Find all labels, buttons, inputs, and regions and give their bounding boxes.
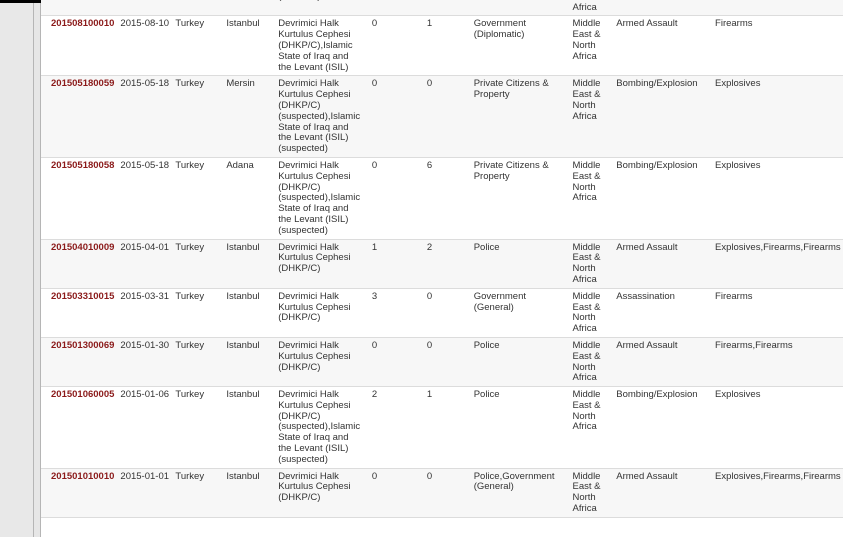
city-cell: Istanbul xyxy=(226,16,278,76)
region-cell: Middle East & North Africa xyxy=(572,239,616,288)
injuries-cell: 1 xyxy=(427,387,474,469)
country-cell: Turkey xyxy=(175,288,226,337)
incident-date-cell: 2015-01-30 xyxy=(120,337,175,386)
incident-id-link[interactable]: 201503310015 xyxy=(41,288,120,337)
fatalities-cell: 2 xyxy=(372,387,427,469)
incident-id-link[interactable]: 201505180059 xyxy=(41,76,120,158)
incident-id-link[interactable]: 201508100010 xyxy=(41,16,120,76)
weapon-type-cell: Explosives,Firearms,Firearms xyxy=(715,239,843,288)
region-cell: Middle East & North Africa xyxy=(572,387,616,469)
fatalities-cell: 0 xyxy=(372,157,427,239)
fatalities-cell: 3 xyxy=(372,288,427,337)
results-panel xyxy=(41,3,843,537)
incident-date-cell: 2015-01-06 xyxy=(120,387,175,469)
incident-date-cell: 2015-08-10 xyxy=(120,16,175,76)
injuries-cell xyxy=(427,0,474,16)
fatalities-cell: 1 xyxy=(372,239,427,288)
city-cell: Mersin xyxy=(226,76,278,158)
injuries-cell: 2 xyxy=(427,239,474,288)
region-cell: Middle East & North Africa xyxy=(572,16,616,76)
target-type-cell: Police xyxy=(474,337,573,386)
attack-type-cell: Armed Assault xyxy=(616,16,715,76)
weapon-type-cell: Explosives,Firearms,Firearms xyxy=(715,468,843,517)
incident-date-cell xyxy=(120,0,175,16)
city-cell: Istanbul xyxy=(226,337,278,386)
region-cell: Middle East & North Africa xyxy=(572,468,616,517)
country-cell: Turkey xyxy=(175,76,226,158)
results-table-body xyxy=(41,0,843,517)
perpetrator-group-cell: Devrimici Halk Kurtulus Cephesi (DHKP/C) (suspected),Islamic State of Iraq and the Levant (ISIL) (suspected) xyxy=(278,76,372,158)
fatalities-cell: 0 xyxy=(372,76,427,158)
country-cell: Turkey xyxy=(175,337,226,386)
injuries-cell: 0 xyxy=(427,337,474,386)
attack-type-cell: Armed Assault xyxy=(616,239,715,288)
city-cell: Istanbul xyxy=(226,468,278,517)
fatalities-cell: 0 xyxy=(372,16,427,76)
country-cell: Turkey xyxy=(175,239,226,288)
target-type-cell: Police xyxy=(474,387,573,469)
incident-date-cell: 2015-01-01 xyxy=(120,468,175,517)
left-sidebar xyxy=(0,3,34,537)
target-type-cell: Government (Diplomatic) xyxy=(474,16,573,76)
city-cell: Istanbul xyxy=(226,387,278,469)
city-cell: Adana xyxy=(226,157,278,239)
perpetrator-group-cell: Devrimici Halk Kurtulus Cephesi (DHKP/C) xyxy=(278,239,372,288)
injuries-cell: 0 xyxy=(427,76,474,158)
incident-date-cell: 2015-05-18 xyxy=(120,76,175,158)
perpetrator-group-cell: Devrimici Halk Kurtulus Cephesi (DHKP/C) xyxy=(278,468,372,517)
city-cell: Istanbul xyxy=(226,239,278,288)
incident-id-link xyxy=(41,0,120,16)
incident-date-cell: 2015-03-31 xyxy=(120,288,175,337)
attack-type-cell: Armed Assault xyxy=(616,337,715,386)
region-cell: Middle East & North Africa xyxy=(572,76,616,158)
table-row xyxy=(41,288,843,337)
target-type-cell: Police,Government (General) xyxy=(474,468,573,517)
fatalities-cell: 0 xyxy=(372,337,427,386)
incident-id-link[interactable]: 201505180058 xyxy=(41,157,120,239)
city-cell: Istanbul xyxy=(226,288,278,337)
perpetrator-group-cell: Devrimici Halk Kurtulus Cephesi (DHKP/C) xyxy=(278,288,372,337)
attack-type-cell: Assassination xyxy=(616,288,715,337)
fatalities-cell: 0 xyxy=(372,468,427,517)
target-type-cell xyxy=(474,0,573,16)
incident-results-table xyxy=(41,0,843,518)
weapon-type-cell: Explosives xyxy=(715,387,843,469)
perpetrator-group-cell: Devrimici Halk Kurtulus Cephesi (DHKP/C) xyxy=(278,337,372,386)
weapon-type-cell: Explosives xyxy=(715,157,843,239)
attack-type-cell: Bombing/Explosion xyxy=(616,76,715,158)
region-cell: Middle East & North Africa xyxy=(572,157,616,239)
table-row xyxy=(41,337,843,386)
perpetrator-group-cell: Devrimici Halk Kurtulus Cephesi (DHKP/C),Islamic State of Iraq and the Levant (ISIL) xyxy=(278,16,372,76)
target-type-cell: Police xyxy=(474,239,573,288)
incident-id-link[interactable]: 201504010009 xyxy=(41,239,120,288)
injuries-cell: 0 xyxy=(427,468,474,517)
region-cell: Africa xyxy=(572,0,616,16)
injuries-cell: 0 xyxy=(427,288,474,337)
attack-type-cell xyxy=(616,0,715,16)
table-row xyxy=(41,157,843,239)
table-row xyxy=(41,387,843,469)
incident-id-link[interactable]: 201501010010 xyxy=(41,468,120,517)
attack-type-cell: Bombing/Explosion xyxy=(616,387,715,469)
fatalities-cell xyxy=(372,0,427,16)
country-cell: Turkey xyxy=(175,16,226,76)
country-cell xyxy=(175,0,226,16)
incident-id-link[interactable]: 201501060005 xyxy=(41,387,120,469)
city-cell xyxy=(226,0,278,16)
weapon-type-cell xyxy=(715,0,843,16)
country-cell: Turkey xyxy=(175,468,226,517)
perpetrator-group-cell: Devrimici Halk Kurtulus Cephesi (DHKP/C) (suspected),Islamic State of Iraq and the Levant (ISIL) (suspected) xyxy=(278,157,372,239)
injuries-cell: 6 xyxy=(427,157,474,239)
weapon-type-cell: Firearms,Firearms xyxy=(715,337,843,386)
weapon-type-cell: Explosives xyxy=(715,76,843,158)
country-cell: Turkey xyxy=(175,387,226,469)
perpetrator-group-cell: Devrimici Halk Kurtulus Cephesi (DHKP/C) (suspected),Islamic State of Iraq and the Levant (ISIL) (suspected) xyxy=(278,387,372,469)
weapon-type-cell: Firearms xyxy=(715,288,843,337)
table-row xyxy=(41,16,843,76)
incident-date-cell: 2015-04-01 xyxy=(120,239,175,288)
table-row xyxy=(41,0,843,16)
incident-date-cell: 2015-05-18 xyxy=(120,157,175,239)
weapon-type-cell: Firearms xyxy=(715,16,843,76)
perpetrator-group-cell xyxy=(278,0,372,16)
table-row xyxy=(41,468,843,517)
region-cell: Middle East & North Africa xyxy=(572,288,616,337)
target-type-cell: Private Citizens & Property xyxy=(474,76,573,158)
table-row xyxy=(41,76,843,158)
attack-type-cell: Bombing/Explosion xyxy=(616,157,715,239)
injuries-cell: 1 xyxy=(427,16,474,76)
target-type-cell: Private Citizens & Property xyxy=(474,157,573,239)
country-cell: Turkey xyxy=(175,157,226,239)
attack-type-cell: Armed Assault xyxy=(616,468,715,517)
region-cell: Middle East & North Africa xyxy=(572,337,616,386)
target-type-cell: Government (General) xyxy=(474,288,573,337)
table-row xyxy=(41,239,843,288)
incident-id-link[interactable]: 201501300069 xyxy=(41,337,120,386)
